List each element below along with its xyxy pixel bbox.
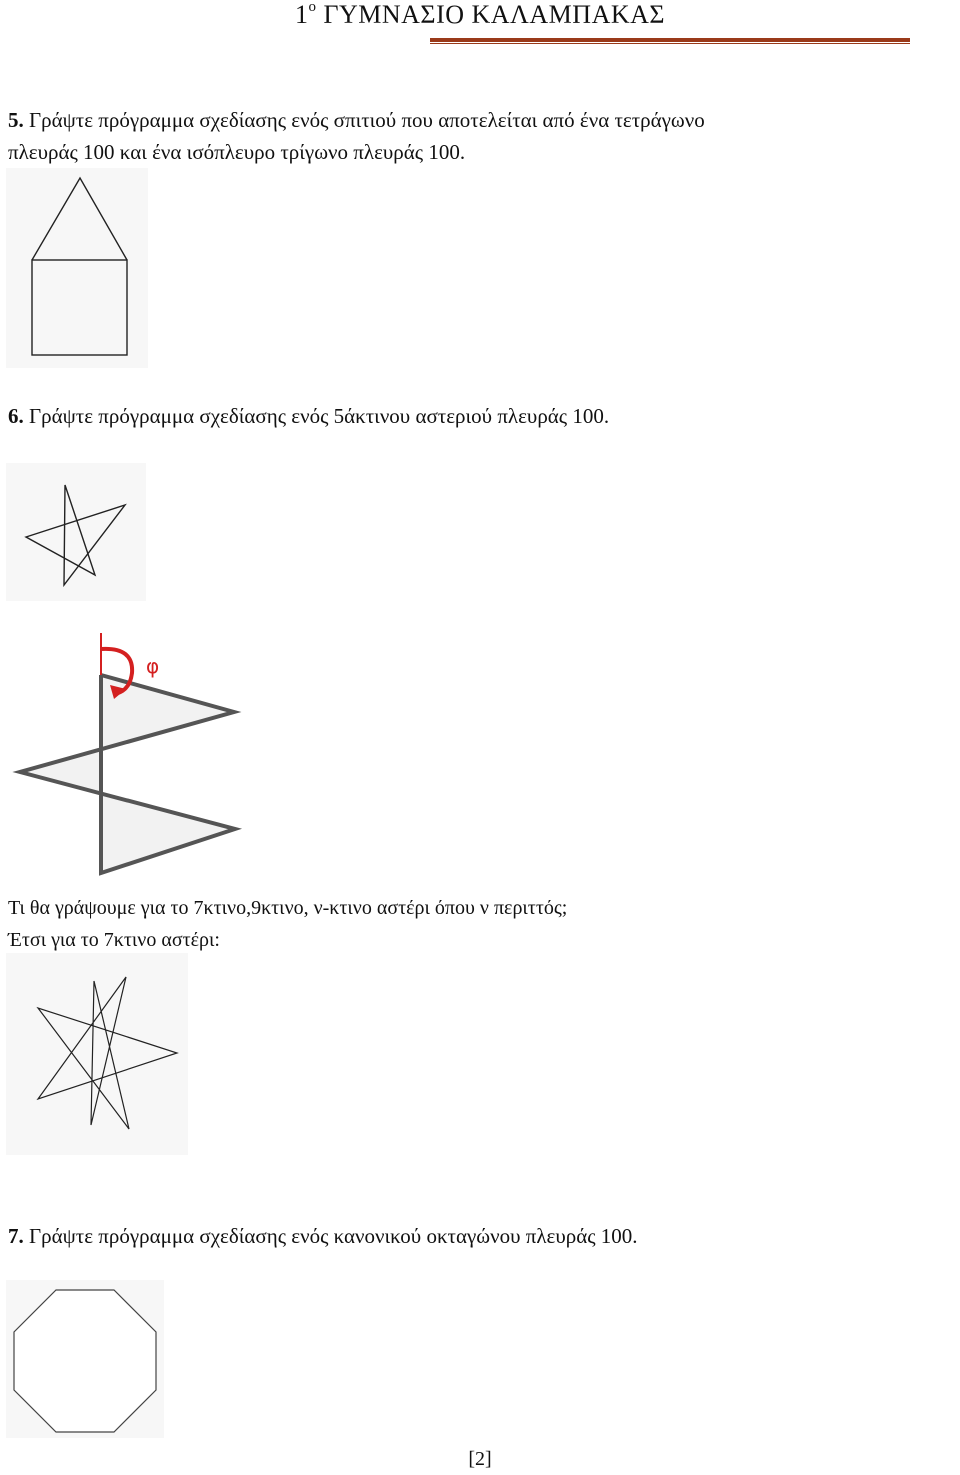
seven-point-star-drawing	[6, 953, 188, 1155]
exercise-6-text-1: Γράψτε πρόγραμμα σχεδίασης ενός 5άκτινου αστεριού πλευράς 100.	[23, 404, 610, 428]
seven-point-star-figure	[6, 953, 188, 1155]
header-title-prefix: 1	[294, 0, 309, 29]
exercise-5-text-1: Γράψτε πρόγραμμα σχεδίασης ενός σπιτιού που αποτελείται από ένα τετράγωνο	[23, 108, 705, 132]
octagon-drawing	[6, 1280, 164, 1438]
house-figure	[6, 168, 148, 368]
star-angle-figure	[6, 633, 256, 878]
star-canvas	[6, 463, 146, 601]
page-header-title	[0, 0, 960, 30]
exercise-6-number: 6.	[8, 404, 24, 428]
star-angle-drawing	[6, 633, 256, 878]
question-line-1: Τι θα γράψουμε για το 7κτινο,9κτινο, ν-κτινο αστέρι όπου ν περιττός;	[8, 897, 568, 919]
page-number: [2]	[468, 1448, 492, 1470]
octagon	[14, 1290, 156, 1432]
exercise-5-line-2: πλευράς 100 και ένα ισόπλευρο τρίγωνο πλευράς 100.	[8, 140, 466, 164]
house-drawing	[6, 168, 148, 368]
five-point-star-drawing	[6, 463, 146, 601]
octagon-figure	[6, 1280, 164, 1438]
header-title-rest: ΓΥΜΝΑΣΙΟ ΚΑΛΑΜΠΑΚΑΣ	[316, 0, 666, 29]
exercise-7-line-1	[8, 1222, 638, 1250]
exercise-7-number: 7.	[8, 1224, 24, 1248]
header-title-superscript: ο	[308, 0, 317, 16]
header-rule-thin	[430, 43, 910, 44]
header-rule	[430, 38, 910, 42]
seven-star-canvas	[6, 953, 188, 1155]
exercise-7-text-1: Γράψτε πρόγραμμα σχεδίασης ενός κανονικού οκταγώνου πλευράς 100.	[23, 1224, 638, 1248]
exercise-5-number: 5.	[8, 108, 24, 132]
exercise-6-line-1	[8, 402, 609, 430]
angle-label: φ	[146, 654, 160, 678]
five-point-star-figure	[6, 463, 146, 601]
question-line-2: Έτσι για το 7κτινο αστέρι:	[8, 929, 220, 951]
exercise-5-line-1	[8, 106, 705, 134]
